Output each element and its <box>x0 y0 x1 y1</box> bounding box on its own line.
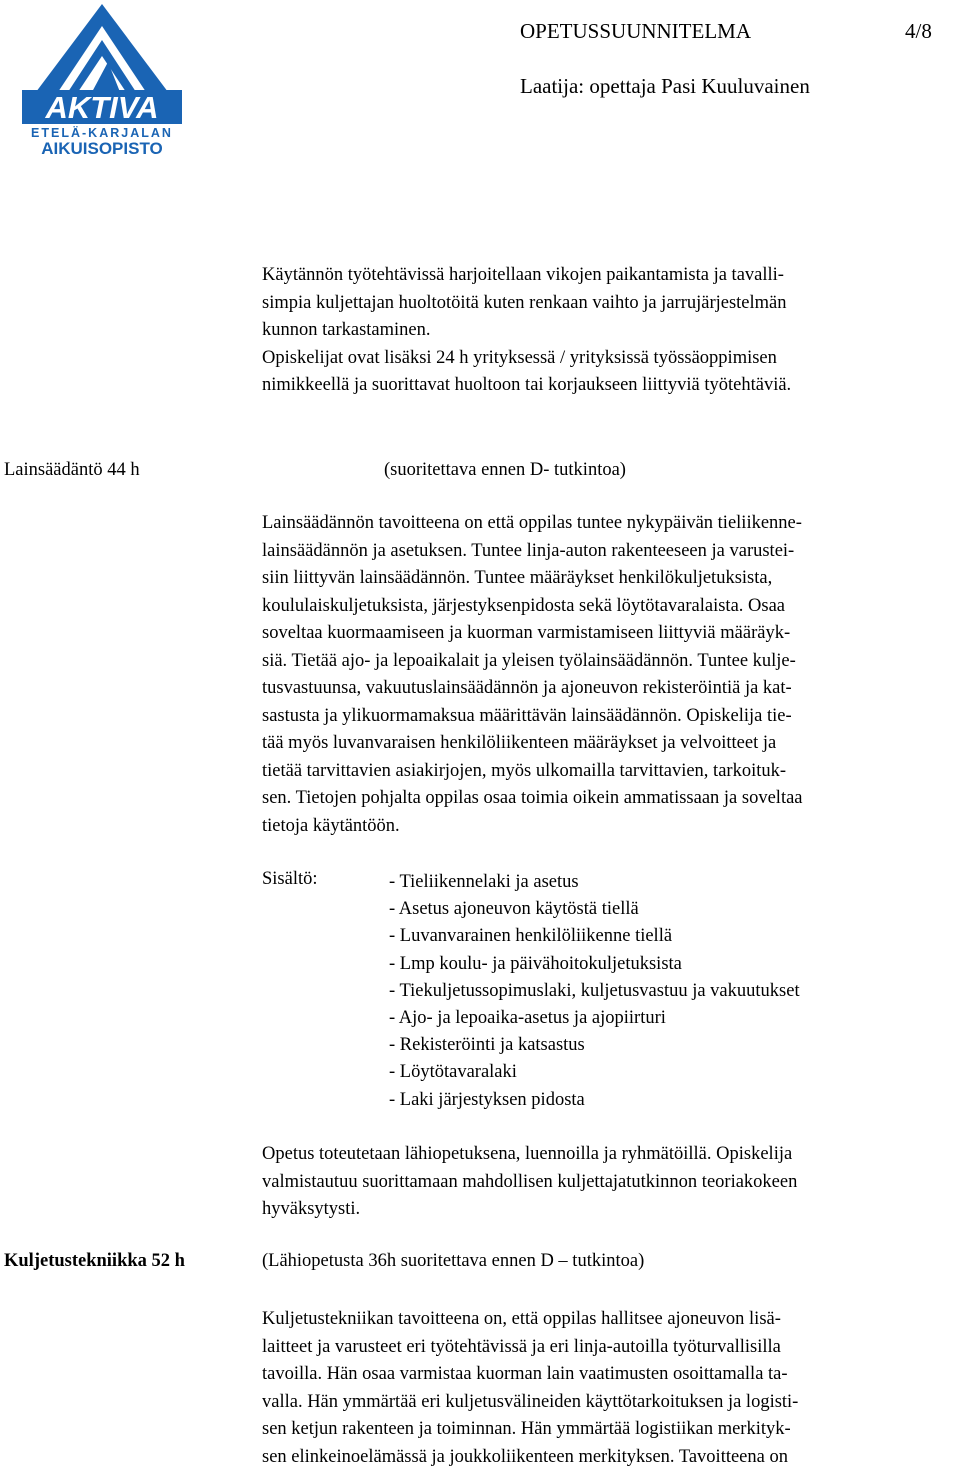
body-line: tusvastuunsa, vakuutuslainsäädännön ja ajoneuvon rekisteröintiä ja kat- <box>262 678 792 698</box>
list-item: - Luvanvarainen henkilöliikenne tiellä <box>389 926 673 947</box>
body-line: siin liittyvän lainsäädännön. Tuntee määräykset henkilökuljetuksista, <box>262 568 773 588</box>
closing-line: valmistautuu suorittamaan mahdollisen kuljettajatutkinnon teoriakokeen <box>262 1171 798 1192</box>
logo-line1: ETELÄ-KARJALAN <box>31 126 173 140</box>
logo-brand: AKTIVA <box>45 90 159 125</box>
intro-line: Opiskelijat ovat lisäksi 24 h yrityksessä / yrityksissä työssäoppimisen <box>262 347 777 368</box>
intro-line: simpia kuljettajan huoltotöitä kuten renkaan vaihto ja jarrujärjestelmän <box>262 292 787 313</box>
body-line: tää myös luvanvaraisen henkilöliikenteen määräykset ja velvoitteet ja <box>262 733 777 753</box>
body-line: sen elinkeinoelämässä ja joukkoliikenteen merkityksen. Tavoitteena on <box>262 1446 788 1467</box>
list-item: - Löytötavaralaki <box>389 1062 517 1083</box>
intro-line: nimikkeellä ja suorittavat huoltoon tai korjaukseen liittyviä työtehtäviä. <box>262 375 792 395</box>
aktiva-logo <box>22 4 182 156</box>
list-item: - Ajo- ja lepoaika-asetus ja ajopiirturi <box>389 1008 666 1029</box>
content-label: Sisältö: <box>262 869 318 889</box>
body-line: sen ketjun rakenteen ja toiminnan. Hän ymmärtää logistiikan merkityk- <box>262 1419 791 1439</box>
list-item: - Tiekuljetussopimuslaki, kuljetusvastuu ja vakuutukset <box>389 980 800 1001</box>
list-item: - Lmp koulu- ja päivähoitokuljetuksista <box>389 953 682 974</box>
body-line: koululaiskuljetuksista, järjestyksenpidosta sekä löytötavaralaista. Osaa <box>262 595 786 616</box>
document-title: OPETUSSUUNNITELMA <box>520 19 751 43</box>
list-item: - Laki järjestyksen pidosta <box>389 1089 585 1110</box>
body-line: lainsäädännön ja asetuksen. Tuntee linja-auton rakenteeseen ja varustei- <box>262 540 795 561</box>
closing-line: hyväksytysti. <box>262 1199 361 1219</box>
section-heading-lainsaadanto: Lainsäädäntö 44 h <box>4 460 140 480</box>
logo-line2: AIKUISOPISTO <box>41 139 163 156</box>
section2-body <box>262 1306 960 1471</box>
body-line: tietoja käytäntöön. <box>262 815 400 836</box>
intro-paragraph <box>262 262 960 400</box>
intro-line: kunnon tarkastaminen. <box>262 320 431 340</box>
page-number: 4/8 <box>905 19 932 43</box>
list-item: - Rekisteröinti ja katsastus <box>389 1035 585 1056</box>
intro-line: Käytännön työtehtävissä harjoitellaan vikojen paikantamista ja tavalli- <box>262 265 784 285</box>
body-line: sastusta ja ylikuormamaksua määrittävän lainsäädännön. Opiskelija tie- <box>262 705 792 726</box>
body-line: valla. Hän ymmärtää eri kuljetusvälineiden käyttötarkoituksen ja logisti- <box>262 1391 799 1412</box>
content-list <box>389 869 800 1114</box>
section-heading-kuljetustekniikka: Kuljetustekniikka 52 h <box>4 1251 185 1271</box>
body-line: soveltaa kuormaamiseen ja kuorman varmistamiseen liittyviä määräyk- <box>262 623 791 643</box>
section-note-lainsaadanto: (suoritettava ennen D- tutkintoa) <box>384 460 626 480</box>
list-item: - Asetus ajoneuvon käytöstä tiellä <box>389 899 639 920</box>
body-line: Lainsäädännön tavoitteena on että oppilas tuntee nykypäivän tieliikenne- <box>262 513 802 533</box>
body-line: laitteet ja varusteet eri työtehtävissä ja eri linja-autoilla työturvallisilla <box>262 1336 781 1357</box>
aktiva-logo-graphic <box>22 4 182 156</box>
body-line: tietää tarvittavien asiakirjojen, myös ulkomailla tarvittavien, tarkoituk- <box>262 760 787 781</box>
section1-body <box>262 510 960 840</box>
document-author: Laatija: opettaja Pasi Kuuluvainen <box>520 74 810 98</box>
section-note-kuljetustekniikka: (Lähiopetusta 36h suoritettava ennen D – tutkintoa) <box>262 1251 645 1271</box>
section1-closing <box>262 1141 960 1224</box>
body-line: siä. Tietää ajo- ja lepoaikalait ja yleisen työlainsäädännön. Tuntee kulje- <box>262 650 796 671</box>
closing-line: Opetus toteutetaan lähiopetuksena, luennoilla ja ryhmätöillä. Opiskelija <box>262 1144 793 1164</box>
body-line: tavoilla. Hän osaa varmistaa kuorman lain vaatimusten osoittamalla ta- <box>262 1364 788 1384</box>
body-line: sen. Tietojen pohjalta oppilas osaa toimia oikein ammatissaan ja soveltaa <box>262 788 803 808</box>
list-item: - Tieliikennelaki ja asetus <box>389 872 579 892</box>
body-line: Kuljetustekniikan tavoitteena on, että oppilas hallitsee ajoneuvon lisä- <box>262 1309 781 1329</box>
